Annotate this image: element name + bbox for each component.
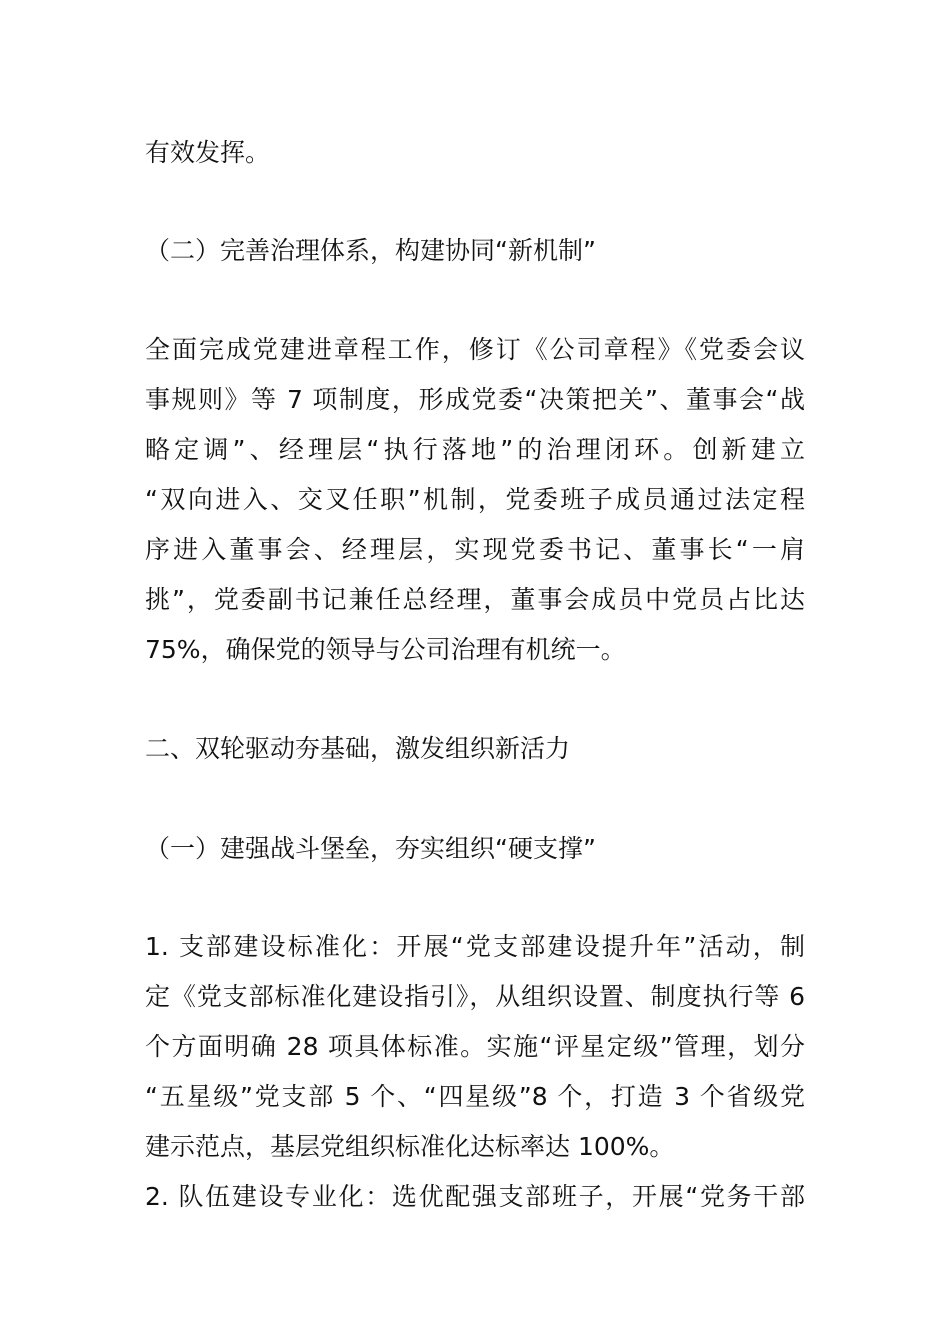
subheading-improve-governance: （二）完善治理体系，构建协同“新机制” [145, 236, 596, 265]
list-item-line: 2. 队伍建设专业化：选优配强支部班子，开展“党务干部 [145, 1182, 805, 1211]
paragraph-line: 全面完成党建进章程工作，修订《公司章程》《党委会议 [145, 335, 805, 364]
paragraph-line: 事规则》等 7 项制度，形成党委“决策把关”、董事会“战 [145, 385, 805, 414]
paragraph-line: 序进入董事会、经理层，实现党委书记、董事长“一肩 [145, 535, 805, 564]
paragraph-line: 略定调”、经理层“执行落地”的治理闭环。创新建立 [145, 435, 805, 464]
continuation-text: 有效发挥。 [145, 138, 271, 167]
paragraph-line: 挑”，党委副书记兼任总经理，董事会成员中党员占比达 [145, 585, 805, 614]
paragraph-line: “双向进入、交叉任职”机制，党委班子成员通过法定程 [145, 485, 805, 514]
list-item-line: 建示范点，基层党组织标准化达标率达 100%。 [145, 1132, 675, 1161]
section-heading-two: 二、双轮驱动夯基础，激发组织新活力 [145, 734, 571, 763]
list-item-line: 1. 支部建设标准化：开展“党支部建设提升年”活动，制 [145, 932, 805, 961]
paragraph-line: 75%，确保党的领导与公司治理有机统一。 [145, 635, 626, 664]
list-item-line: “五星级”党支部 5 个、“四星级”8 个，打造 3 个省级党 [145, 1082, 805, 1111]
list-item-line: 定《党支部标准化建设指引》，从组织设置、制度执行等 6 [145, 982, 805, 1011]
list-item-line: 个方面明确 28 项具体标准。实施“评星定级”管理，划分 [145, 1032, 805, 1061]
subheading-strengthen-organization: （一）建强战斗堡垒，夯实组织“硬支撑” [145, 834, 596, 863]
